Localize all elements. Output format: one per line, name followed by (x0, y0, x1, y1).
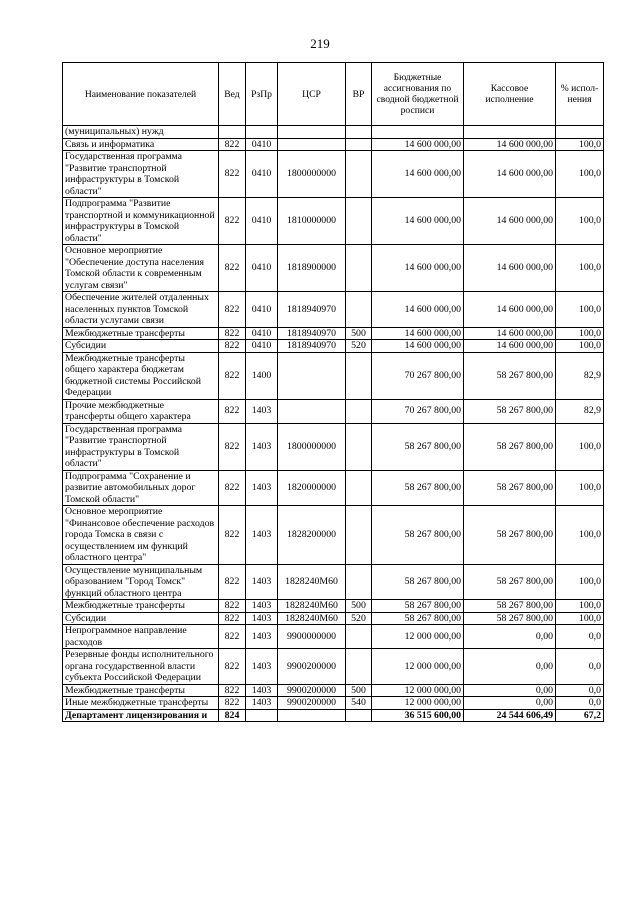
cell-vr (346, 649, 372, 685)
cell-vr: 500 (346, 327, 372, 340)
cell-csr: 1828240М60 (278, 564, 346, 600)
cell-ved: 822 (219, 564, 246, 600)
table-row (63, 126, 604, 139)
table-row (63, 138, 604, 151)
cell-csr: 9900200000 (278, 684, 346, 697)
cell-name: Основное мероприятие "Обеспечение доступа населения Томской области к современным услугам связи" (63, 245, 219, 292)
cell-ved: 824 (219, 709, 246, 722)
header-budget: Бюджетные ассигнования по сводной бюджетной росписи (372, 63, 464, 126)
cell-name: Обеспечение жителей отдаленных населенных пунктов Томской области услугами связи (63, 292, 219, 328)
table-row (63, 649, 604, 685)
cell-rzpr: 0410 (246, 138, 278, 151)
cell-cash: 24 544 606,49 (464, 709, 556, 722)
cell-vr (346, 198, 372, 245)
cell-budget: 14 600 000,00 (372, 292, 464, 328)
cell-cash: 58 267 800,00 (464, 423, 556, 470)
cell-ved: 822 (219, 151, 246, 198)
cell-rzpr: 1403 (246, 612, 278, 625)
cell-name: Подпрограмма "Сохранение и развитие автомобильных дорог Томской области" (63, 470, 219, 506)
cell-budget: 14 600 000,00 (372, 327, 464, 340)
cell-rzpr: 0410 (246, 292, 278, 328)
cell-name: Прочие межбюджетные трансферты общего характера (63, 399, 219, 423)
cell-csr: 1818940970 (278, 327, 346, 340)
header-cash: Кассовое исполнение (464, 63, 556, 126)
cell-csr: 1818940970 (278, 340, 346, 353)
cell-csr (278, 709, 346, 722)
cell-rzpr: 1403 (246, 649, 278, 685)
cell-rzpr: 0410 (246, 198, 278, 245)
cell-name: Иные межбюджетные трансферты (63, 697, 219, 710)
cell-cash: 58 267 800,00 (464, 600, 556, 613)
cell-ved: 822 (219, 399, 246, 423)
cell-cash: 58 267 800,00 (464, 564, 556, 600)
table-row (63, 327, 604, 340)
cell-ved: 822 (219, 612, 246, 625)
cell-vr (346, 138, 372, 151)
table-row (63, 292, 604, 328)
cell-csr (278, 399, 346, 423)
header-csr: ЦСР (278, 63, 346, 126)
cell-csr (278, 126, 346, 139)
cell-vr (346, 470, 372, 506)
cell-ved: 822 (219, 245, 246, 292)
cell-ved: 822 (219, 697, 246, 710)
cell-name: Государственная программа "Развитие транспортной инфраструктуры в Томской области" (63, 423, 219, 470)
table-row (63, 600, 604, 613)
cell-rzpr: 1403 (246, 684, 278, 697)
cell-percent: 100,0 (556, 245, 604, 292)
cell-percent: 100,0 (556, 138, 604, 151)
table-row (63, 684, 604, 697)
cell-name: Межбюджетные трансферты (63, 327, 219, 340)
cell-vr (346, 564, 372, 600)
cell-rzpr: 1403 (246, 564, 278, 600)
cell-cash: 14 600 000,00 (464, 327, 556, 340)
cell-budget: 70 267 800,00 (372, 352, 464, 399)
table-row (63, 151, 604, 198)
cell-name: Государственная программа "Развитие транспортной инфраструктуры в Томской области" (63, 151, 219, 198)
cell-rzpr: 1403 (246, 423, 278, 470)
cell-rzpr: 0410 (246, 245, 278, 292)
cell-csr: 1818900000 (278, 245, 346, 292)
cell-percent: 100,0 (556, 564, 604, 600)
table-row (63, 470, 604, 506)
cell-ved (219, 126, 246, 139)
cell-cash: 58 267 800,00 (464, 470, 556, 506)
table-row (63, 352, 604, 399)
cell-budget: 14 600 000,00 (372, 245, 464, 292)
cell-name: Межбюджетные трансферты (63, 684, 219, 697)
cell-name: Основное мероприятие "Финансовое обеспечение расходов города Томска в связи с осуществлением им функций областного центра" (63, 506, 219, 565)
cell-percent: 100,0 (556, 327, 604, 340)
cell-csr: 1828200000 (278, 506, 346, 565)
cell-ved: 822 (219, 327, 246, 340)
cell-budget: 70 267 800,00 (372, 399, 464, 423)
cell-csr: 1800000000 (278, 151, 346, 198)
cell-rzpr: 0410 (246, 151, 278, 198)
cell-budget: 12 000 000,00 (372, 684, 464, 697)
cell-budget: 14 600 000,00 (372, 151, 464, 198)
cell-csr: 1828240М60 (278, 612, 346, 625)
cell-percent: 100,0 (556, 198, 604, 245)
cell-vr: 500 (346, 600, 372, 613)
cell-cash: 0,00 (464, 697, 556, 710)
cell-name: Субсидии (63, 612, 219, 625)
cell-cash: 14 600 000,00 (464, 198, 556, 245)
cell-percent: 100,0 (556, 151, 604, 198)
cell-csr: 9900000000 (278, 625, 346, 649)
header-percent: % испол-нения (556, 63, 604, 126)
cell-cash: 58 267 800,00 (464, 612, 556, 625)
cell-name: (муниципальных) нужд (63, 126, 219, 139)
cell-rzpr (246, 126, 278, 139)
cell-budget: 58 267 800,00 (372, 423, 464, 470)
cell-percent: 100,0 (556, 612, 604, 625)
cell-budget: 58 267 800,00 (372, 470, 464, 506)
cell-name: Субсидии (63, 340, 219, 353)
cell-budget (372, 126, 464, 139)
cell-budget: 14 600 000,00 (372, 340, 464, 353)
cell-ved: 822 (219, 138, 246, 151)
cell-vr: 540 (346, 697, 372, 710)
cell-budget: 58 267 800,00 (372, 612, 464, 625)
table-row (63, 423, 604, 470)
cell-vr (346, 625, 372, 649)
cell-name: Резервные фонды исполнительного органа государственной власти субъекта Российской Федерации (63, 649, 219, 685)
cell-csr: 1820000000 (278, 470, 346, 506)
cell-ved: 822 (219, 600, 246, 613)
cell-budget: 12 000 000,00 (372, 697, 464, 710)
budget-table (62, 62, 604, 722)
header-ved: Вед (219, 63, 246, 126)
cell-rzpr: 0410 (246, 340, 278, 353)
table-row (63, 506, 604, 565)
cell-name: Межбюджетные трансферты (63, 600, 219, 613)
cell-percent: 0,0 (556, 697, 604, 710)
cell-percent: 100,0 (556, 292, 604, 328)
cell-name: Департамент лицензирования и (63, 709, 219, 722)
cell-budget: 58 267 800,00 (372, 600, 464, 613)
cell-csr (278, 352, 346, 399)
cell-percent: 100,0 (556, 506, 604, 565)
header-rzpr: РзПр (246, 63, 278, 126)
table-row (63, 564, 604, 600)
cell-percent: 100,0 (556, 423, 604, 470)
table-row (63, 245, 604, 292)
cell-ved: 822 (219, 625, 246, 649)
cell-percent: 67,2 (556, 709, 604, 722)
cell-percent: 82,9 (556, 352, 604, 399)
cell-vr (346, 399, 372, 423)
cell-name: Подпрограмма "Развитие транспортной и коммуникационной инфраструктуры в Томской области" (63, 198, 219, 245)
cell-cash: 58 267 800,00 (464, 352, 556, 399)
cell-ved: 822 (219, 340, 246, 353)
cell-cash: 58 267 800,00 (464, 399, 556, 423)
cell-budget: 58 267 800,00 (372, 506, 464, 565)
cell-budget: 58 267 800,00 (372, 564, 464, 600)
cell-cash: 14 600 000,00 (464, 245, 556, 292)
cell-cash: 58 267 800,00 (464, 506, 556, 565)
cell-vr: 520 (346, 612, 372, 625)
cell-cash: 0,00 (464, 649, 556, 685)
cell-ved: 822 (219, 292, 246, 328)
cell-vr: 520 (346, 340, 372, 353)
cell-name: Осуществление муниципальным образованием "Город Томск" функций областного центра (63, 564, 219, 600)
cell-rzpr: 1403 (246, 399, 278, 423)
cell-csr: 1828240М60 (278, 600, 346, 613)
cell-budget: 12 000 000,00 (372, 649, 464, 685)
cell-ved: 822 (219, 649, 246, 685)
cell-ved: 822 (219, 684, 246, 697)
cell-csr: 1800000000 (278, 423, 346, 470)
cell-ved: 822 (219, 470, 246, 506)
cell-cash: 14 600 000,00 (464, 340, 556, 353)
cell-percent: 0,0 (556, 625, 604, 649)
cell-ved: 822 (219, 506, 246, 565)
cell-vr: 500 (346, 684, 372, 697)
table-row (63, 198, 604, 245)
cell-name: Связь и информатика (63, 138, 219, 151)
cell-rzpr: 1403 (246, 470, 278, 506)
header-name: Наименование показателей (63, 63, 219, 126)
cell-vr (346, 423, 372, 470)
cell-name: Непрограммное направление расходов (63, 625, 219, 649)
cell-percent (556, 126, 604, 139)
cell-vr (346, 506, 372, 565)
cell-cash: 14 600 000,00 (464, 292, 556, 328)
page-number: 219 (310, 36, 330, 51)
cell-rzpr: 1400 (246, 352, 278, 399)
table-row (63, 399, 604, 423)
table-row (63, 340, 604, 353)
cell-rzpr (246, 709, 278, 722)
cell-csr: 1810000000 (278, 198, 346, 245)
cell-name: Межбюджетные трансферты общего характера бюджетам бюджетной системы Российской Федерации (63, 352, 219, 399)
cell-budget: 12 000 000,00 (372, 625, 464, 649)
cell-vr (346, 126, 372, 139)
cell-budget: 14 600 000,00 (372, 138, 464, 151)
cell-cash: 0,00 (464, 625, 556, 649)
cell-vr (346, 151, 372, 198)
cell-percent: 82,9 (556, 399, 604, 423)
cell-vr (346, 245, 372, 292)
cell-percent: 100,0 (556, 470, 604, 506)
cell-ved: 822 (219, 352, 246, 399)
cell-percent: 0,0 (556, 649, 604, 685)
cell-cash: 14 600 000,00 (464, 151, 556, 198)
cell-csr: 9900200000 (278, 649, 346, 685)
table-body (63, 126, 604, 722)
cell-vr (346, 352, 372, 399)
cell-rzpr: 1403 (246, 625, 278, 649)
table-row (63, 625, 604, 649)
header-vr: ВР (346, 63, 372, 126)
cell-csr: 9900200000 (278, 697, 346, 710)
cell-percent: 100,0 (556, 600, 604, 613)
cell-cash (464, 126, 556, 139)
cell-cash: 14 600 000,00 (464, 138, 556, 151)
cell-csr (278, 138, 346, 151)
table-header-row (63, 63, 604, 126)
cell-ved: 822 (219, 198, 246, 245)
cell-ved: 822 (219, 423, 246, 470)
cell-vr (346, 709, 372, 722)
cell-csr: 1818940970 (278, 292, 346, 328)
cell-rzpr: 1403 (246, 697, 278, 710)
cell-percent: 0,0 (556, 684, 604, 697)
cell-budget: 36 515 600,00 (372, 709, 464, 722)
cell-cash: 0,00 (464, 684, 556, 697)
cell-percent: 100,0 (556, 340, 604, 353)
table-row (63, 612, 604, 625)
cell-rzpr: 0410 (246, 327, 278, 340)
table-row (63, 709, 604, 722)
table-row (63, 697, 604, 710)
cell-rzpr: 1403 (246, 506, 278, 565)
cell-budget: 14 600 000,00 (372, 198, 464, 245)
cell-vr (346, 292, 372, 328)
cell-rzpr: 1403 (246, 600, 278, 613)
